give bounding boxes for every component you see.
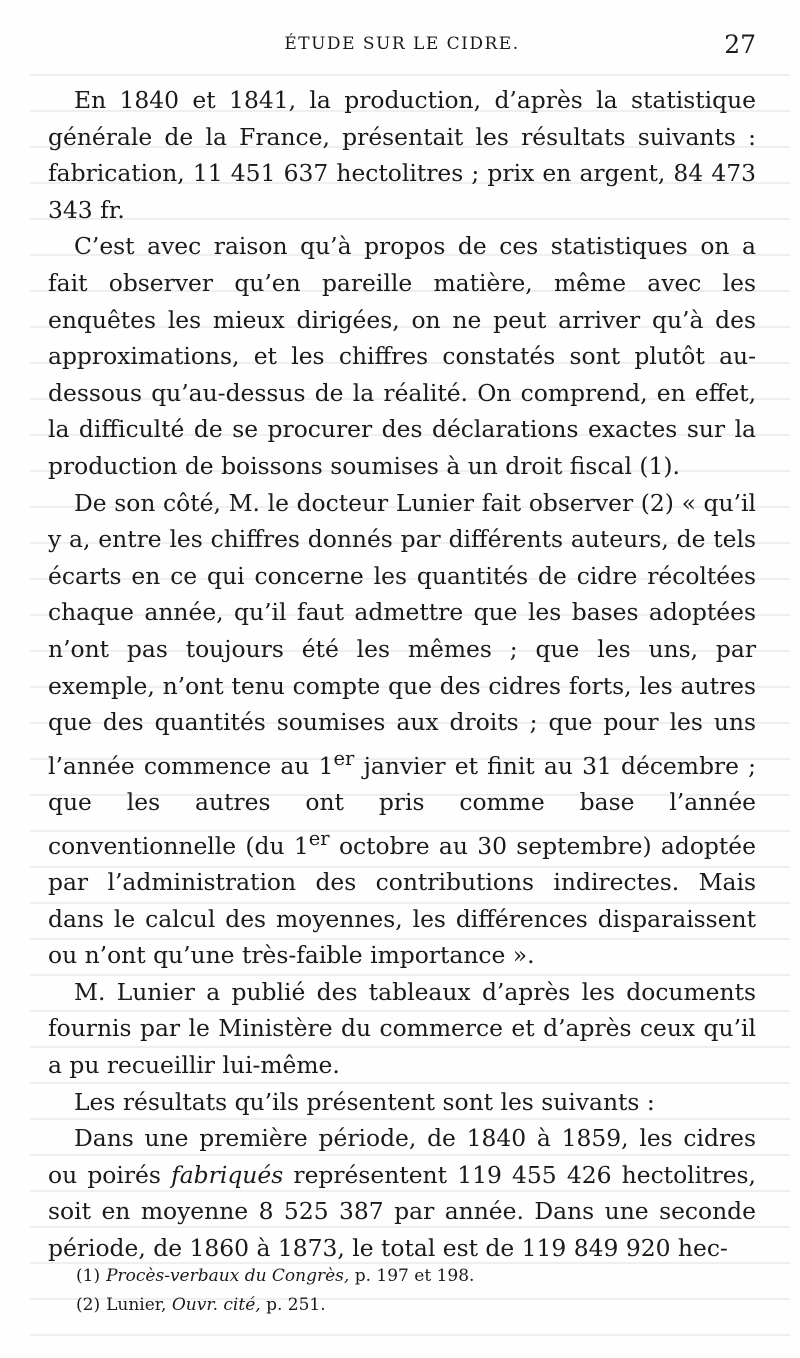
superscript-er-2: er <box>308 826 330 850</box>
footnotes <box>76 1262 756 1320</box>
italic-fabriques: fabriqués <box>171 1160 284 1189</box>
page-number: 27 <box>724 30 756 59</box>
superscript-er-1: er <box>333 746 355 770</box>
page-header <box>48 30 756 70</box>
paragraph-3-part-3: octobre au 30 septembre) adoptée par l’administration des contributions indirectes. Mais dans le calcul des moyennes, les différences disparaissent ou n’ont qu’une très-faible importance ». <box>48 831 756 970</box>
paragraph-3-part-2: janvier et finit au 31 décembre ; que les autres ont pris comme base l’année conventionnelle (du 1 <box>48 751 757 860</box>
paragraph-3 <box>48 485 756 974</box>
footnote-1 <box>76 1262 756 1291</box>
paragraph-6 <box>48 1120 756 1266</box>
footnote-mark: (2) <box>76 1295 101 1315</box>
paragraph-1: En 1840 et 1841, la production, d’après la statistique générale de la France, présentait les résultats suivants : fabrication, 11 451 637 hectolitres ; prix en argent, 84 473 343 fr. <box>48 86 756 224</box>
footnote-mark: (1) <box>76 1266 101 1286</box>
paragraph-2: C’est avec raison qu’à propos de ces statistiques on a fait observer qu’en pareille matière, même avec les enquêtes les mieux dirigées, on ne peut arriver qu’à des approximations, et les chiffres constatés sont plutôt au-dessous qu’au-dessus de la réalité. On comprend, en effet, la difficulté de se procurer des déclarations exactes sur la production de boissons soumises à un droit fiscal (1). <box>48 232 756 480</box>
footnote-source-title: Ouvr. cité, <box>166 1295 261 1315</box>
body-text <box>48 82 756 1267</box>
running-title: ÉTUDE SUR LE CIDRE. <box>284 34 520 54</box>
footnote-source-title: Procès-verbaux du Congrès, <box>106 1266 350 1286</box>
paragraph-3-part-1: De son côté, M. le docteur Lunier fait observer (2) « qu’il y a, entre les chiffres donnés par différents auteurs, de tels écarts en ce qui concerne les quantités de cidre récoltées chaque année, qu’il faut admettre que les bases adoptées n’ont pas toujours été les mêmes ; que les uns, par exemple, n’ont tenu compte que des cidres forts, les autres que des quantités soumises aux droits ; que pour les uns l’année commence au 1 <box>48 488 756 780</box>
footnote-2 <box>76 1291 756 1320</box>
paragraph-6-part-1: Dans une première période, de 1840 à 1859, les cidres ou poirés <box>48 1124 756 1189</box>
footnote-author: Lunier, <box>106 1295 167 1315</box>
footnote-pages: p. 251. <box>260 1295 326 1315</box>
paragraph-6-part-2: représentent 119 455 426 hectolitres, soit en moyenne 8 525 387 par année. Dans une seconde période, de 1860 à 1873, le total est de 119 849 920 hec- <box>48 1160 756 1262</box>
paragraph-4: M. Lunier a publié des tableaux d’après les documents fournis par le Ministère du commerce et d’après ceux qu’il a pu recueillir lui-même. <box>48 977 756 1080</box>
footnote-pages: p. 197 et 198. <box>349 1266 475 1286</box>
paragraph-5: Les résultats qu’ils présentent sont les suivants : <box>74 1087 655 1116</box>
